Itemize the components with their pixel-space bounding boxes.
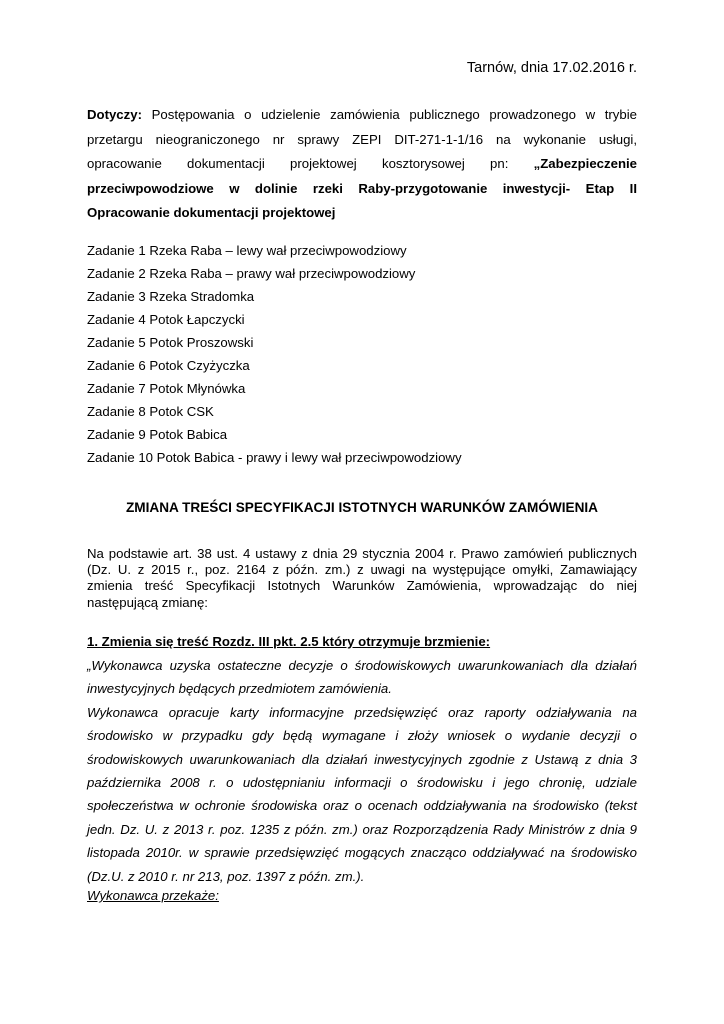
list-item: Zadanie 9 Potok Babica xyxy=(87,427,228,442)
list-item: Zadanie 2 Rzeka Raba – prawy wał przeciwpowodziowy xyxy=(87,266,416,281)
list-item: Zadanie 3 Rzeka Stradomka xyxy=(87,289,255,304)
list-item: Zadanie 10 Potok Babica - prawy i lewy wał przeciwpowodziowy xyxy=(87,450,462,465)
page-title: ZMIANA TREŚCI SPECYFIKACJI ISTOTNYCH WARUNKÓW ZAMÓWIENIA xyxy=(125,500,598,515)
quote-paragraph-1: „Wykonawca uzyska ostateczne decyzje o środowiskowych uwarunkowaniach dla działań inwestycyjnych będących przedmiotem zamówienia. xyxy=(87,658,637,697)
list-item: Zadanie 6 Potok Czyżyczka xyxy=(87,358,250,373)
subject-paragraph xyxy=(87,103,637,226)
quoted-provision xyxy=(87,654,637,888)
contractor-delivers-heading: Wykonawca przekaże: xyxy=(87,888,219,903)
date-line: Tarnów, dnia 17.02.2016 r. xyxy=(466,60,637,76)
quote-paragraph-2: Wykonawca opracuje karty informacyjne przedsięwzięć oraz raporty odziaływania na środowisko w przypadku gdy będą wymagane i złoży wniosek o wydanie decyzji o środowiskowych uwarunkowaniach dla działań inwestycyjnych zgodnie z Ustawą z dnia 3 października 2008 r. o udostępnianiu informacji o środowisku i jego chronię, udziale społeczeństwa w ochronie środowiska oraz o ocenach oddziaływania na środowisko (tekst jedn. Dz. U. z 2013 r. poz. 1235 z późn. zm.) oraz Rozporządzenia Rady Ministrów z dnia 9 listopada 2010r. w sprawie przedsięwzięć mogących znacząco oddziaływać na środowisko (Dz.U. z 2010 r. nr 213, poz. 1397 z późn. zm.). xyxy=(87,704,637,884)
subject-text: Postępowania o udzielenie zamówienia publicznego prowadzonego w trybie przetargu nieograniczonego nr sprawy ZEPI DIT-271-1-1/16 na wykonanie usługi, opracowanie dokumentacji projektowej kosztorysowej pn: xyxy=(87,107,637,172)
list-item: Zadanie 8 Potok CSK xyxy=(87,404,214,419)
legal-basis-paragraph: Na podstawie art. 38 ust. 4 ustawy z dnia 29 stycznia 2004 r. Prawo zamówień publicznych (Dz. U. z 2015 r., poz. 2164 z późn. zm.) z uwagi na występujące omyłki, Zamawiający zmienia treść Specyfikacji Istotnych Warunków Zamówienia, wprowadzając do niej następującą zmianę: xyxy=(87,546,637,610)
task-list xyxy=(87,239,637,469)
section-title: 1. Zmienia się treść Rozdz. III pkt. 2.5 który otrzymuje brzmienie: xyxy=(87,634,491,649)
list-item: Zadanie 4 Potok Łapczycki xyxy=(87,312,245,327)
list-item: Zadanie 5 Potok Proszowski xyxy=(87,335,254,350)
subject-label: Dotyczy: xyxy=(87,107,142,122)
list-item: Zadanie 1 Rzeka Raba – lewy wał przeciwpowodziowy xyxy=(87,243,407,258)
list-item: Zadanie 7 Potok Młynówka xyxy=(87,381,246,396)
subject-project-title: „Zabezpieczenie przeciwpowodziowe w dolinie rzeki Raby-przygotowanie inwestycji- Etap II Opracowanie dokumentacji projektowej xyxy=(87,156,637,221)
